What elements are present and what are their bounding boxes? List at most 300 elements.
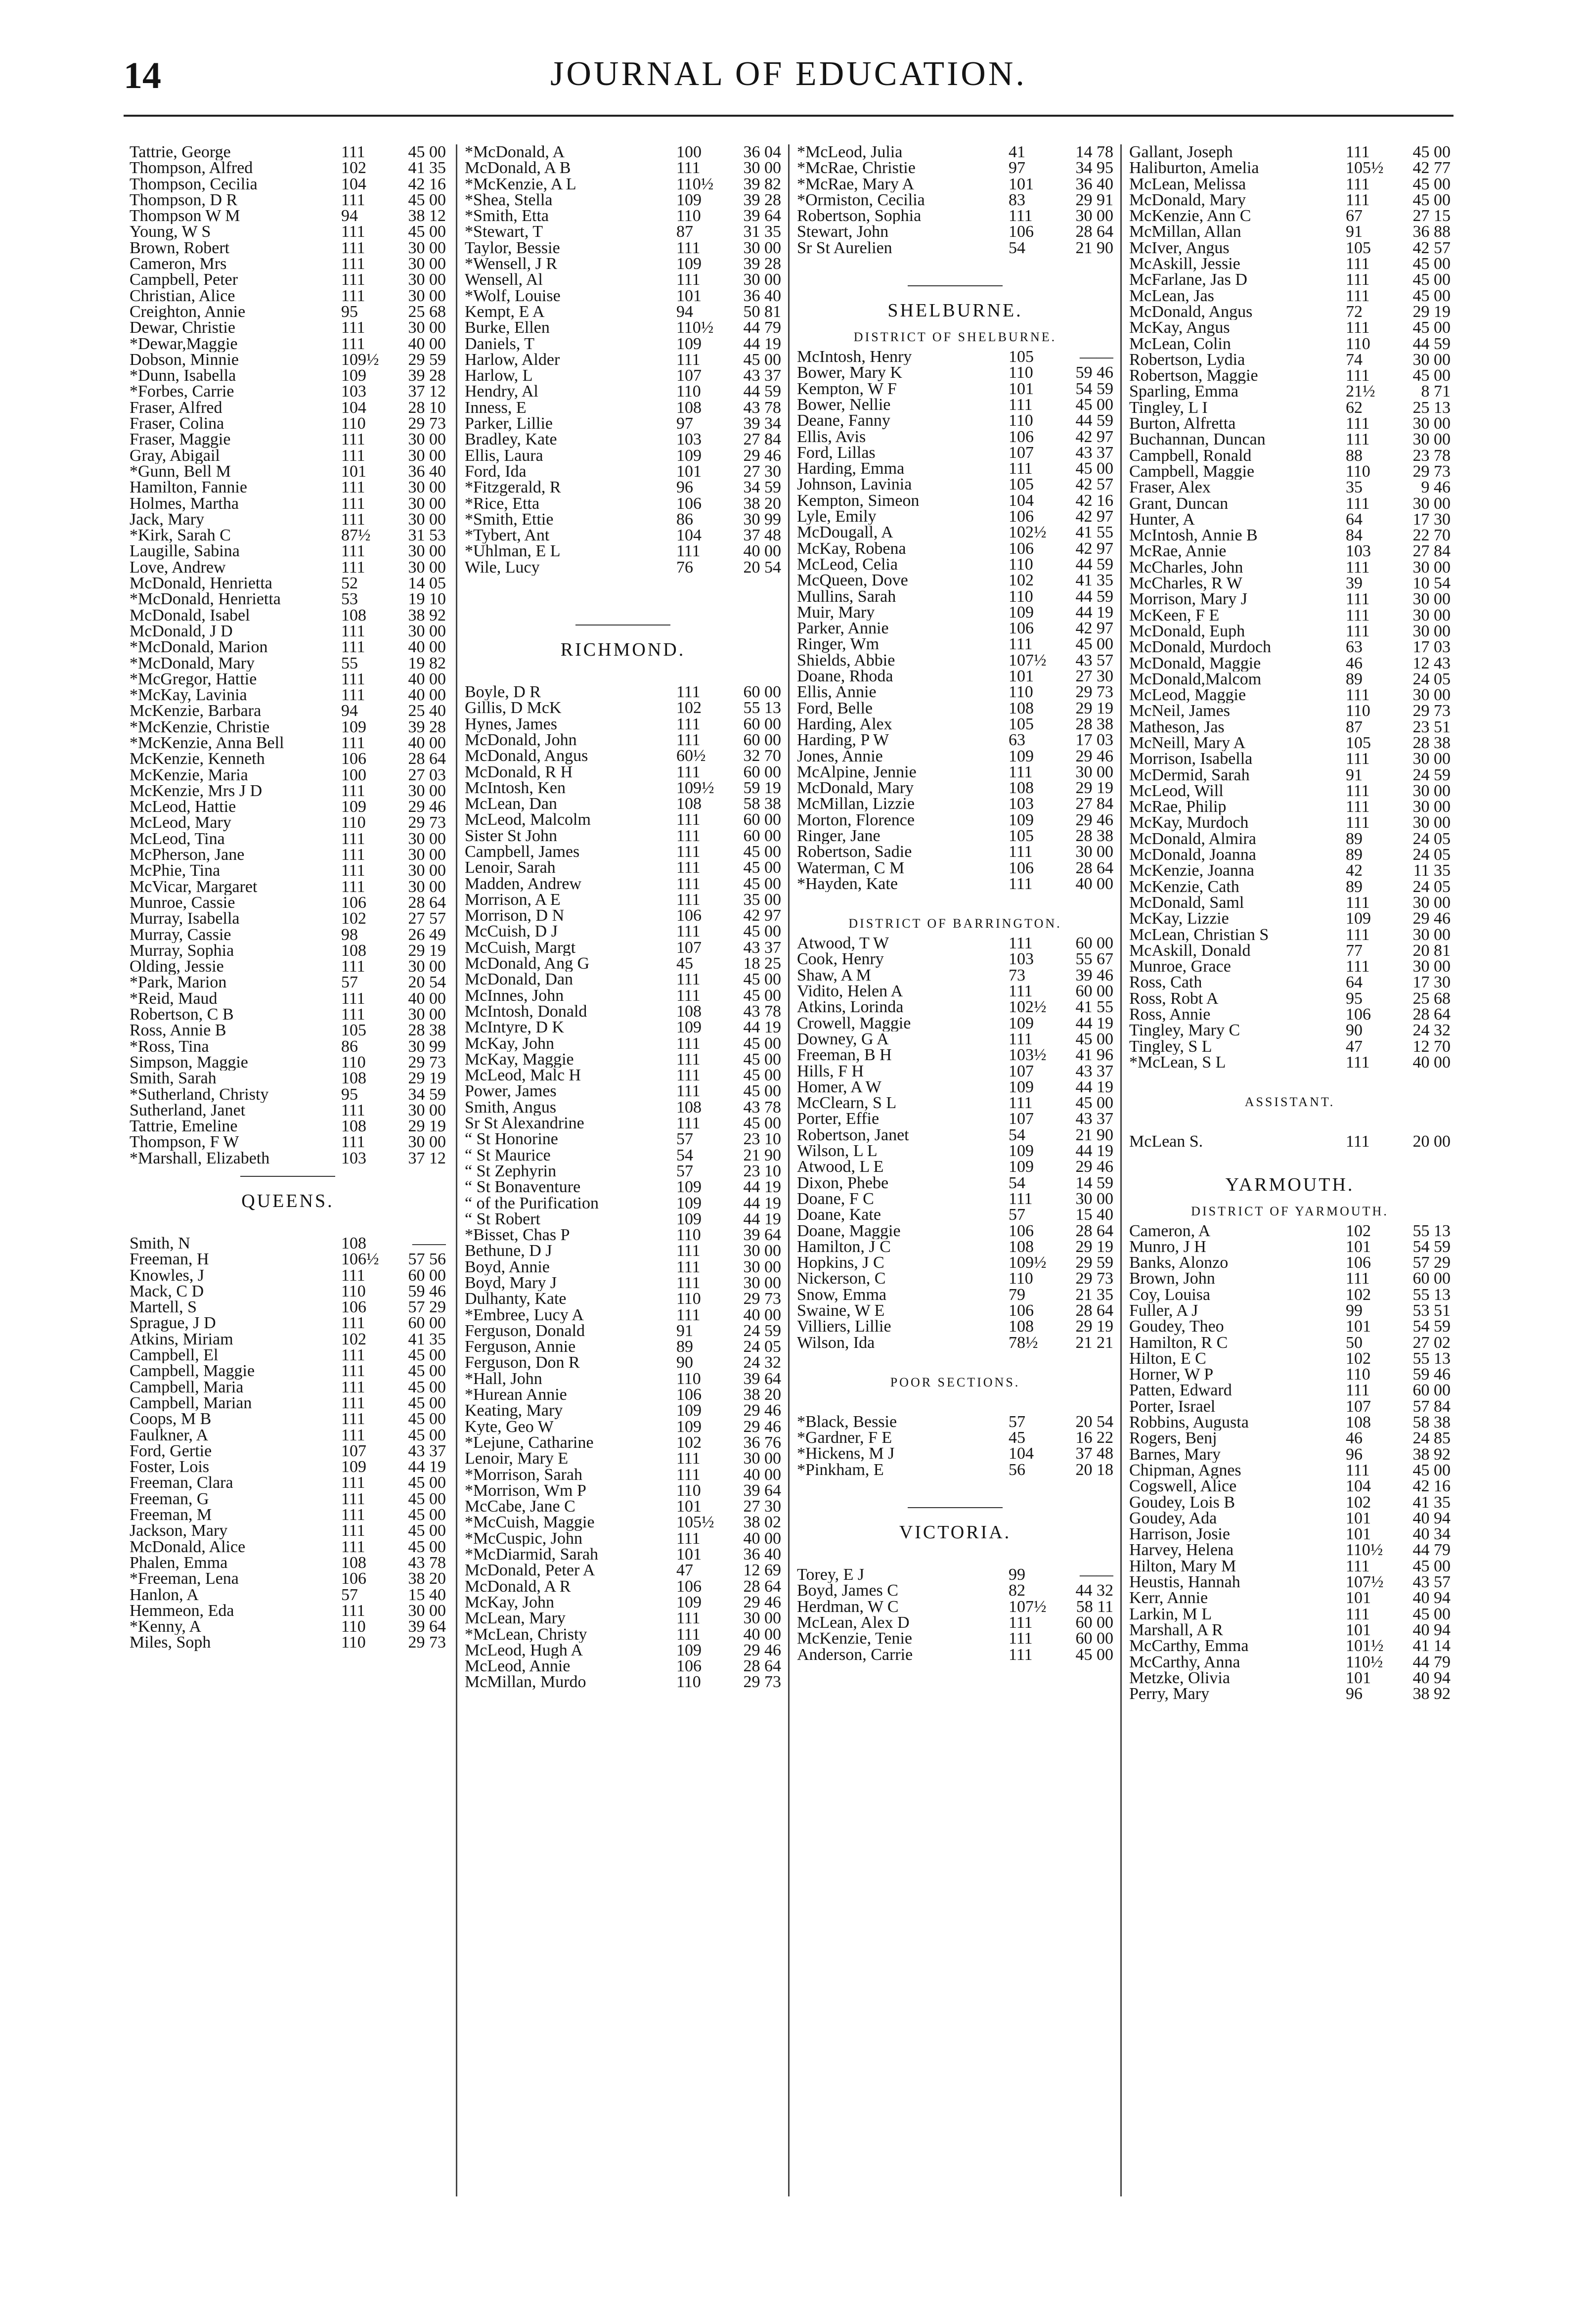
grant-amount: 29 73 (408, 1053, 446, 1072)
grant-amount: 45 00 (408, 1378, 446, 1396)
table-row (797, 208, 1113, 224)
table-row (1129, 336, 1451, 352)
spacer (1129, 1150, 1451, 1170)
days-taught: 101 (341, 462, 366, 481)
teacher-name: Torey, E J (797, 1567, 865, 1583)
grant-amount: 28 64 (1412, 1005, 1451, 1024)
table-row (797, 413, 1113, 429)
teacher-name: Foster, Lois (130, 1459, 210, 1475)
teacher-name: McDonald, Angus (465, 748, 588, 764)
grant-amount: 30 00 (408, 957, 446, 976)
teacher-name: Kerr, Annie (1129, 1590, 1208, 1607)
table-row (1129, 703, 1451, 719)
grant-amount: 21 21 (1075, 1333, 1113, 1352)
table-row (130, 496, 446, 512)
grant-amount: 24 59 (743, 1321, 781, 1340)
grant-amount: 40 94 (1412, 1509, 1451, 1527)
teacher-name: Freeman, Clara (130, 1475, 233, 1491)
teacher-name: *Dewar,Maggie (130, 336, 238, 352)
table-row (797, 1095, 1113, 1111)
days-taught: 111 (341, 1601, 365, 1620)
days-taught: 109 (1009, 603, 1034, 622)
teacher-name: McCabe, Jane C (465, 1499, 575, 1515)
grant-amount: 29 73 (408, 414, 446, 433)
teacher-name: Fraser, Maggie (130, 432, 231, 448)
teacher-name: *Hickens, M J (797, 1446, 895, 1462)
days-taught: 101 (1346, 1237, 1371, 1256)
table-row (797, 1414, 1113, 1430)
grant-amount: 45 00 (743, 986, 781, 1005)
grant-amount: 25 68 (408, 302, 446, 321)
table-row (465, 177, 781, 192)
table-row (1129, 256, 1451, 272)
days-taught: 105 (1346, 733, 1371, 752)
table-row (130, 336, 446, 352)
days-taught: 111 (341, 334, 365, 353)
grant-amount: 41 96 (1075, 1046, 1113, 1065)
teacher-name: McCharles, R W (1129, 576, 1242, 592)
days-taught: 111 (1346, 893, 1370, 912)
grant-amount: 44 19 (408, 1458, 446, 1476)
grant-amount: 40 94 (1412, 1589, 1451, 1608)
days-taught: 111 (1009, 762, 1033, 781)
table-row (797, 1016, 1113, 1031)
district-heading: DISTRICT OF BARRINGTON. (848, 916, 1062, 931)
days-taught: 111 (1009, 843, 1033, 861)
grant-amount: 38 12 (408, 207, 446, 225)
grant-amount: 45 00 (1412, 255, 1451, 273)
table-row (130, 464, 446, 480)
table-row (1129, 1447, 1451, 1463)
teacher-name: McDonald, Mary (797, 780, 914, 797)
teacher-name: *Dunn, Isabella (130, 368, 236, 384)
teacher-name: Doane, Kate (797, 1207, 881, 1223)
table-row (130, 384, 446, 400)
table-row (1129, 751, 1451, 767)
table-row (130, 1284, 446, 1299)
grant-amount: 54 59 (1412, 1237, 1451, 1256)
grant-amount: 16 22 (1075, 1429, 1113, 1447)
grant-amount: 40 00 (743, 542, 781, 561)
grant-amount: 59 46 (1412, 1365, 1451, 1384)
teacher-name: Horner, W P (1129, 1367, 1214, 1383)
teacher-name: Muir, Mary (797, 604, 875, 621)
days-taught: 95 (341, 302, 358, 321)
grant-amount: 45 00 (1075, 635, 1113, 654)
days-taught: 42 (1346, 861, 1363, 880)
teacher-name: McDonald, Saml (1129, 894, 1244, 911)
table-row (130, 719, 446, 735)
teacher-name: McDougall, A (797, 525, 893, 541)
days-taught: 106 (1009, 1301, 1034, 1320)
table-row (1129, 208, 1451, 224)
table-row (797, 240, 1113, 256)
days-taught: 57 (341, 973, 358, 992)
days-taught: 106 (341, 1569, 366, 1588)
table-row (465, 272, 781, 288)
table-row (465, 1131, 781, 1147)
table-row (465, 1307, 781, 1323)
teacher-name: McRae, Philip (1129, 799, 1227, 815)
grant-amount: 40 00 (408, 670, 446, 688)
days-taught: 111 (676, 890, 701, 909)
table-row (797, 605, 1113, 621)
table-row (1129, 1542, 1451, 1558)
days-taught: 108 (1346, 1413, 1371, 1432)
teacher-name: Campbell, Maggie (130, 1363, 255, 1380)
table-row (1129, 1654, 1451, 1670)
district-heading: POOR SECTIONS. (890, 1375, 1020, 1389)
grant-amount: 24 32 (1412, 1021, 1451, 1040)
table-row (1129, 1319, 1451, 1335)
days-taught: 105 (1009, 826, 1034, 845)
teacher-name: McDonald, Mary (1129, 192, 1246, 209)
table-row (130, 927, 446, 943)
table-row (130, 224, 446, 240)
days-taught: 111 (341, 1314, 365, 1333)
table-row (1129, 687, 1451, 703)
days-taught: 110½ (676, 175, 714, 193)
teacher-name: Perry, Mary (1129, 1686, 1210, 1702)
teacher-name: Harding, Emma (797, 461, 905, 477)
table-row (130, 1151, 446, 1166)
table-row (1129, 959, 1451, 975)
days-taught: 110 (676, 382, 701, 401)
grant-amount: 28 64 (408, 893, 446, 912)
table-row (465, 812, 781, 828)
table-row (465, 924, 781, 939)
grant-amount: 44 59 (1075, 555, 1113, 574)
grant-amount: 37 48 (743, 526, 781, 545)
days-taught: 109 (1009, 1142, 1034, 1161)
table-row (130, 1587, 446, 1603)
days-taught: 111 (1346, 144, 1370, 161)
teacher-name: McPherson, Jane (130, 847, 245, 863)
table-row (1129, 1303, 1451, 1319)
teacher-name: McFarlane, Jas D (1129, 272, 1247, 288)
grant-amount: 12 69 (743, 1561, 781, 1580)
grant-amount: 25 40 (408, 702, 446, 720)
grant-amount: 45 00 (1075, 1645, 1113, 1664)
days-taught: 99 (1009, 1565, 1025, 1584)
days-taught: 96 (676, 478, 693, 497)
grant-amount: 50 81 (743, 302, 781, 321)
teacher-name: Marshall, A R (1129, 1622, 1223, 1639)
table-row (1129, 1023, 1451, 1038)
table-row (797, 1207, 1113, 1223)
grant-amount: 29 19 (408, 941, 446, 960)
table-row (130, 703, 446, 719)
teacher-name: Dobson, Minnie (130, 352, 239, 368)
days-taught: 111 (676, 986, 701, 1005)
teacher-name: McKay, Maggie (465, 1051, 574, 1068)
teacher-name: Laugille, Sabina (130, 543, 240, 560)
teacher-name: Smith, Sarah (130, 1071, 217, 1087)
table-row (465, 288, 781, 304)
teacher-name: McLeod, Will (1129, 783, 1224, 800)
teacher-name: Thompson, Cecilia (130, 176, 258, 192)
teacher-name: Brown, Robert (130, 240, 230, 257)
grant-amount: 42 16 (1412, 1477, 1451, 1496)
grant-amount: 37 48 (1075, 1444, 1113, 1463)
grant-amount: 42 16 (408, 175, 446, 193)
grant-amount: 24 05 (743, 1338, 781, 1356)
table-row (797, 1335, 1113, 1351)
days-taught: 102 (341, 909, 366, 928)
days-taught: 103 (1009, 795, 1034, 813)
grant-amount: 45 00 (1412, 270, 1451, 289)
table-row (130, 767, 446, 783)
table-row (1129, 879, 1451, 895)
grant-amount: 54 59 (1075, 379, 1113, 398)
grant-amount: 44 19 (743, 1209, 781, 1228)
grant-amount: 40 94 (1412, 1620, 1451, 1639)
table-row (465, 1243, 781, 1259)
teacher-name: Nickerson, C (797, 1271, 886, 1287)
grant-amount: 42 77 (1412, 159, 1451, 178)
days-taught: 108 (341, 1117, 366, 1136)
teacher-name: Downey, G A (797, 1031, 889, 1048)
grant-amount: 44 59 (1075, 587, 1113, 606)
table-row (130, 815, 446, 831)
teacher-name: *Embree, Lucy A (465, 1307, 584, 1323)
days-taught: 111 (341, 781, 365, 800)
table-row (465, 1355, 781, 1371)
grant-amount: 45 00 (743, 874, 781, 893)
table-row (130, 639, 446, 655)
grant-amount: 30 00 (408, 542, 446, 561)
days-taught: 109 (676, 255, 702, 273)
days-taught: 111 (1346, 1557, 1370, 1575)
table-row (797, 1079, 1113, 1095)
table-row (797, 1175, 1113, 1191)
teacher-name: Sister St John (465, 828, 558, 844)
days-taught: 67 (1346, 207, 1363, 225)
days-taught: 111 (1346, 686, 1370, 705)
table-row (1129, 1367, 1451, 1383)
grant-amount: 29 19 (1412, 302, 1451, 321)
teacher-name: McIntosh, Donald (465, 1003, 587, 1020)
grant-amount: 38 20 (743, 1385, 781, 1404)
grant-amount: 29 73 (1075, 1269, 1113, 1288)
table-row (1129, 1638, 1451, 1654)
days-taught: 111 (341, 829, 365, 848)
days-taught: 109 (676, 1593, 702, 1611)
teacher-name: Sparling, Emma (1129, 384, 1238, 400)
grant-amount: 30 00 (408, 494, 446, 513)
table-row (1129, 1239, 1451, 1255)
days-taught: 111 (341, 542, 365, 561)
days-taught: 101 (1346, 1620, 1371, 1639)
days-taught: 110 (1009, 555, 1033, 574)
days-taught: 111 (1346, 175, 1370, 193)
spacer (465, 665, 781, 684)
grant-amount: 28 64 (1075, 1301, 1113, 1320)
teacher-name: Simpson, Maggie (130, 1054, 248, 1071)
teacher-name: Mack, C D (130, 1283, 204, 1300)
grant-amount: 39 64 (743, 1369, 781, 1388)
table-row (1129, 144, 1451, 160)
teacher-name: Robertson, Lydia (1129, 352, 1245, 368)
days-taught: 111 (341, 1005, 365, 1024)
teacher-name: McDonald, Dan (465, 972, 573, 988)
grant-amount: 36 76 (743, 1433, 781, 1452)
grant-amount: 29 91 (1075, 190, 1113, 209)
days-taught: 89 (1346, 877, 1363, 896)
teacher-name: Harlow, L (465, 368, 533, 384)
days-taught: 100 (676, 144, 702, 161)
teacher-name: *McGregor, Hattie (130, 671, 257, 688)
days-taught: 111 (341, 144, 365, 161)
table-row (1129, 464, 1451, 480)
teacher-name: McDonald, Henrietta (130, 576, 272, 592)
grant-amount: 30 00 (1075, 207, 1113, 225)
teacher-name: *McRae, Christie (797, 160, 916, 177)
column-4 (1129, 144, 1451, 2310)
table-row (465, 480, 781, 495)
grant-amount: 40 00 (408, 686, 446, 705)
table-row (130, 1055, 446, 1071)
table-row (797, 1031, 1113, 1047)
grant-amount: 40 00 (743, 1305, 781, 1324)
teacher-name: Harrison, Josie (1129, 1526, 1230, 1543)
table-row (797, 636, 1113, 652)
teacher-name: Gallant, Joseph (1129, 144, 1233, 161)
days-taught: 111 (341, 430, 365, 449)
grant-amount: 30 99 (743, 510, 781, 529)
grant-amount: 30 00 (408, 238, 446, 257)
teacher-name: *McCuish, Maggie (465, 1515, 595, 1531)
grant-amount: 29 46 (408, 798, 446, 816)
teacher-name: Doane, Rhoda (797, 669, 893, 685)
days-taught: 103 (1346, 542, 1371, 561)
grant-amount: 27 84 (743, 430, 781, 449)
days-taught: 94 (341, 207, 358, 225)
grant-amount: 36 40 (743, 286, 781, 305)
table-row (465, 1387, 781, 1403)
teacher-name: McAlpine, Jennie (797, 764, 917, 781)
days-taught: 110 (676, 1369, 701, 1388)
table-row (130, 608, 446, 624)
grant-amount: 29 73 (408, 813, 446, 832)
grant-amount: 60 00 (743, 762, 781, 781)
grant-amount: 44 59 (743, 382, 781, 401)
days-taught: 90 (1346, 1021, 1363, 1040)
teacher-name: Thompson, Alfred (130, 160, 253, 177)
table-row (465, 256, 781, 272)
grant-amount: 30 00 (743, 1257, 781, 1276)
teacher-name: Doane, F C (797, 1191, 874, 1207)
days-taught: 111 (676, 1465, 701, 1484)
grant-amount: 36 40 (1075, 175, 1113, 193)
grant-amount: 39 34 (743, 414, 781, 433)
teacher-name: *Shea, Stella (465, 192, 553, 209)
teacher-name: *McKenzie, A L (465, 176, 576, 192)
teacher-name: McLeod, Malcolm (465, 812, 591, 828)
days-taught: 110 (1346, 334, 1370, 353)
table-row (797, 1446, 1113, 1462)
teacher-name: Dewar, Christie (130, 320, 235, 336)
teacher-name: Brown, John (1129, 1271, 1215, 1287)
teacher-name: Patten, Edward (1129, 1383, 1232, 1399)
teacher-name: Ellis, Avis (797, 429, 866, 445)
days-taught: 109½ (341, 350, 379, 369)
grant-amount: 36 40 (408, 462, 446, 481)
days-taught: 111 (1346, 558, 1370, 577)
days-taught: 106½ (341, 1250, 379, 1269)
days-taught: 55 (341, 654, 358, 672)
grant-amount: 30 00 (743, 159, 781, 178)
table-row (465, 684, 781, 700)
teacher-name: Morrison, Mary J (1129, 591, 1247, 608)
grant-amount: 30 00 (743, 1609, 781, 1628)
grant-amount: 44 19 (743, 1018, 781, 1037)
days-taught: 82 (1009, 1581, 1025, 1600)
table-row (465, 1483, 781, 1499)
table-row (797, 349, 1113, 365)
table-row (1129, 1574, 1451, 1590)
grant-amount: 12 43 (1412, 654, 1451, 672)
days-taught: 110 (341, 813, 366, 832)
teacher-name: McLean, Alex D (797, 1614, 910, 1631)
teacher-name: Atkins, Lorinda (797, 999, 904, 1016)
table-row (1129, 783, 1451, 799)
grant-amount: 34 95 (1075, 159, 1113, 178)
grant-amount: 27 57 (408, 909, 446, 928)
teacher-name: *Pinkham, E (797, 1462, 884, 1478)
days-taught: 111 (341, 957, 365, 976)
grant-amount: 45 00 (1412, 318, 1451, 337)
grant-amount: 44 19 (743, 334, 781, 353)
table-row (465, 384, 781, 400)
grant-amount: 30 00 (743, 270, 781, 289)
grant-amount: 29 46 (1075, 747, 1113, 765)
teacher-name: Hamilton, Fannie (130, 480, 247, 496)
table-row (797, 1143, 1113, 1159)
grant-amount: 59 19 (743, 778, 781, 797)
teacher-name: *McDonald, Henrietta (130, 591, 281, 608)
teacher-name: Hamilton, R C (1129, 1335, 1228, 1351)
grant-amount: 27 30 (1075, 667, 1113, 686)
days-taught: 109 (1009, 747, 1034, 765)
grant-amount: 40 00 (408, 733, 446, 752)
table-row (797, 525, 1113, 540)
teacher-name: Miles, Soph (130, 1635, 211, 1651)
teacher-name: *McRae, Mary A (797, 176, 915, 192)
grant-amount: 29 73 (1075, 683, 1113, 702)
grant-amount: 39 28 (743, 190, 781, 209)
grant-amount: 30 00 (408, 558, 446, 577)
days-taught: 111 (341, 1489, 365, 1508)
district-heading: DISTRICT OF SHELBURNE. (853, 330, 1057, 345)
grant-amount: 34 59 (743, 478, 781, 497)
table-row (130, 687, 446, 703)
days-taught: 107 (1009, 1110, 1034, 1128)
table-row (130, 1523, 446, 1539)
grant-amount: 42 97 (1075, 619, 1113, 638)
table-row (465, 1259, 781, 1275)
grant-amount: 14 59 (1075, 1173, 1113, 1192)
grant-amount: 24 85 (1412, 1429, 1451, 1448)
days-taught: 111 (341, 1393, 365, 1412)
grant-amount: 17 30 (1412, 510, 1451, 529)
days-taught: 106 (1009, 427, 1034, 446)
table-row (1129, 528, 1451, 543)
teacher-name: Harding, P W (797, 732, 889, 749)
teacher-name: Murray, Isabella (130, 911, 240, 927)
grant-amount: 28 10 (408, 398, 446, 417)
grant-amount: 43 78 (743, 1002, 781, 1021)
